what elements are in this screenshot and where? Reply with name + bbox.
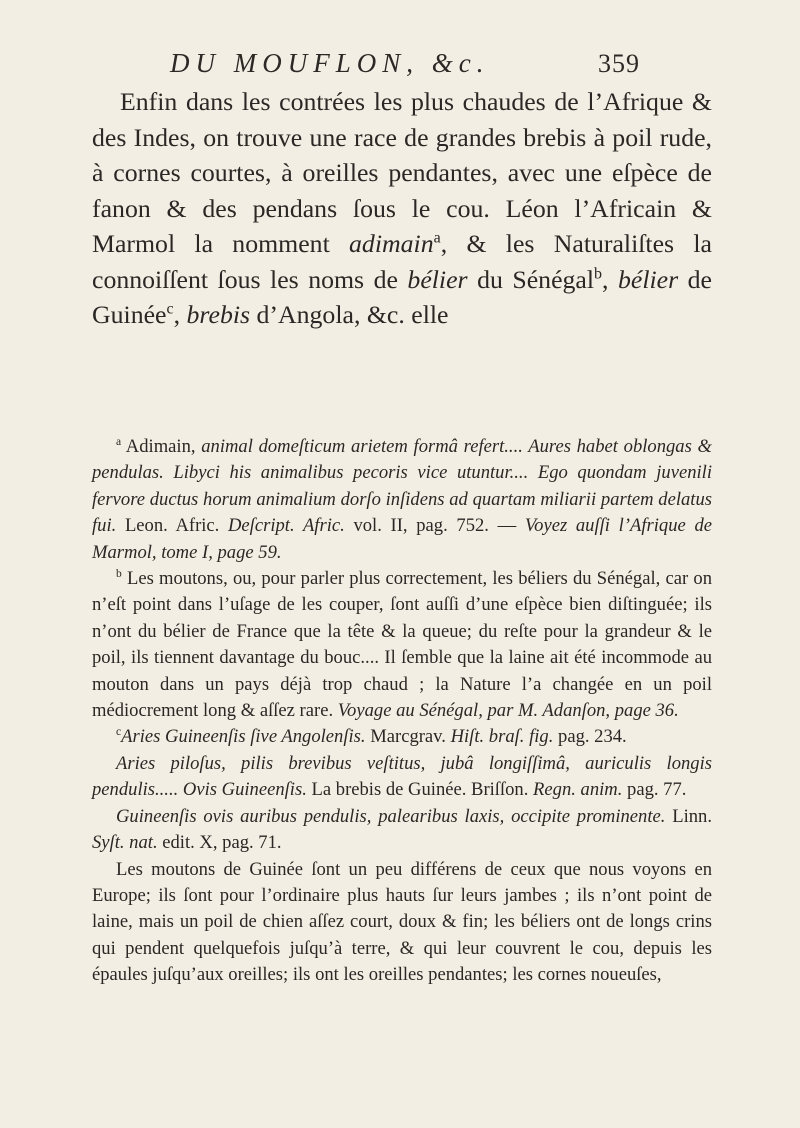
running-head-title: DU MOUFLON, &c. [170,48,490,78]
footnote-ref-a: a [433,229,441,247]
text-run: Marcgrav. [365,726,451,748]
citation: Regn. anim. [533,779,623,801]
latin-name: Aries Guineenſis ſive Angolenſis. [121,726,366,748]
running-head [170,48,640,79]
footnote-ref-b: b [594,264,603,282]
text-run: de Guinée [92,264,712,329]
footnote-c [92,724,712,750]
term-adimain: adimain [349,229,434,258]
citation: Hiſt. braſ. fig. [450,726,554,748]
term-belier: bélier [407,264,468,294]
footnote-b [92,566,712,724]
text-run: Linn. [665,805,712,827]
footnote-marker: c [116,726,122,739]
footnote-c-description [92,857,712,989]
text-run: La brebis de Guinée. Briſſon. [306,779,534,801]
page-number: 359 [598,49,640,78]
text-run: d’Angola, &c. elle [250,300,449,329]
footnote-ref-c: c [166,300,174,318]
text-run: Les moutons de Guinée ſont un peu différens de ceux que nous voyons en Europe; ils ſont pour l’ordinaire plus hauts ſur leurs jambes ; ils n’ont point de laine, mais un poil de chien aſſez court, doux & fin; les béliers ont de longs crins qui pendent quelquefois juſqu’à terre, & qui leur couvrent le cou, depuis les épaules juſqu’aux oreilles; ils ont les oreilles pendantes; les cornes noueuſes, [92,858,712,986]
text-run: vol. II, pag. 752. — [344,515,525,537]
footnotes [92,434,712,989]
citation: Deſcript. Afric. [228,515,345,537]
text-run: Adimain, [121,436,202,457]
latin-name: Ovis Guineenſis. [182,779,307,801]
footnote-c-continued [92,751,712,804]
main-paragraph [92,84,712,333]
text-run: du Sénégal [467,264,595,294]
term-brebis: brebis [186,300,251,329]
citation: Voyage au Sénégal, par M. Adanſon, page 36. [337,700,679,722]
text-run: , [173,300,187,329]
latin-quote: animal domeſticum arietem formâ refert.... Aures habet oblongas & pendulas. Libyci his animalibus pecoris vice utuntur.... Ego quondam juvenili fervore ductus horum animalium dorſo inſidens ad quartam miliarii partem delatus fui. [92,436,712,537]
term-belier: bélier [617,264,679,294]
text-run: Les moutons, ou, pour parler plus correctement, les béliers du Sénégal, car on n’eſt point dans l’uſage de les couper, ſont auſſi d’une eſpèce bien diſtinguée; ils n’ont du bélier de France que la tête & la queue; du reſte pour la grandeur & le poil, ils tiennent davantage du bouc.... Il ſemble que la laine ait été incommode au mouton dans un pays déjà trop chaud ; la Nature l’a changée en un poil médiocrement long & aſſez rare. [92,568,712,722]
footnote-marker: a [116,435,122,448]
latin-description: Aries piloſus, pilis brevibus veſtitus, jubâ longiſſimâ, auriculis longis pendulis..... [92,752,712,801]
footnote-a [92,434,712,566]
text-run: , & les Naturaliſtes la connoiſſent ſous les noms de [92,229,712,294]
text-run: Leon. Afric. [116,515,228,537]
text-run: , [602,264,618,294]
text-run: Enfin dans les contrées les plus chaudes de l’Afrique & des Indes, on trouve une race de grandes brebis à poil rude, à cornes courtes, à oreilles pendantes, avec une eſpèce de fanon & des pendans ſous le cou. Léon l’Africain & Marmol la nomment [92,87,712,258]
main-text [92,84,712,333]
citation: Syſt. nat. [92,832,158,854]
text-run: pag. 234. [553,726,627,748]
latin-description: Guineenſis ovis auribus pendulis, palearibus laxis, occipite prominente. [116,805,666,827]
footnote-c-linnaeus [92,804,712,857]
footnote-marker: b [116,567,122,580]
text-run: pag. 77. [622,779,687,801]
text-run: edit. X, pag. 71. [157,832,282,854]
citation: Voyez auſſi l’Afrique de Marmol, tome I, page 59. [92,515,712,563]
